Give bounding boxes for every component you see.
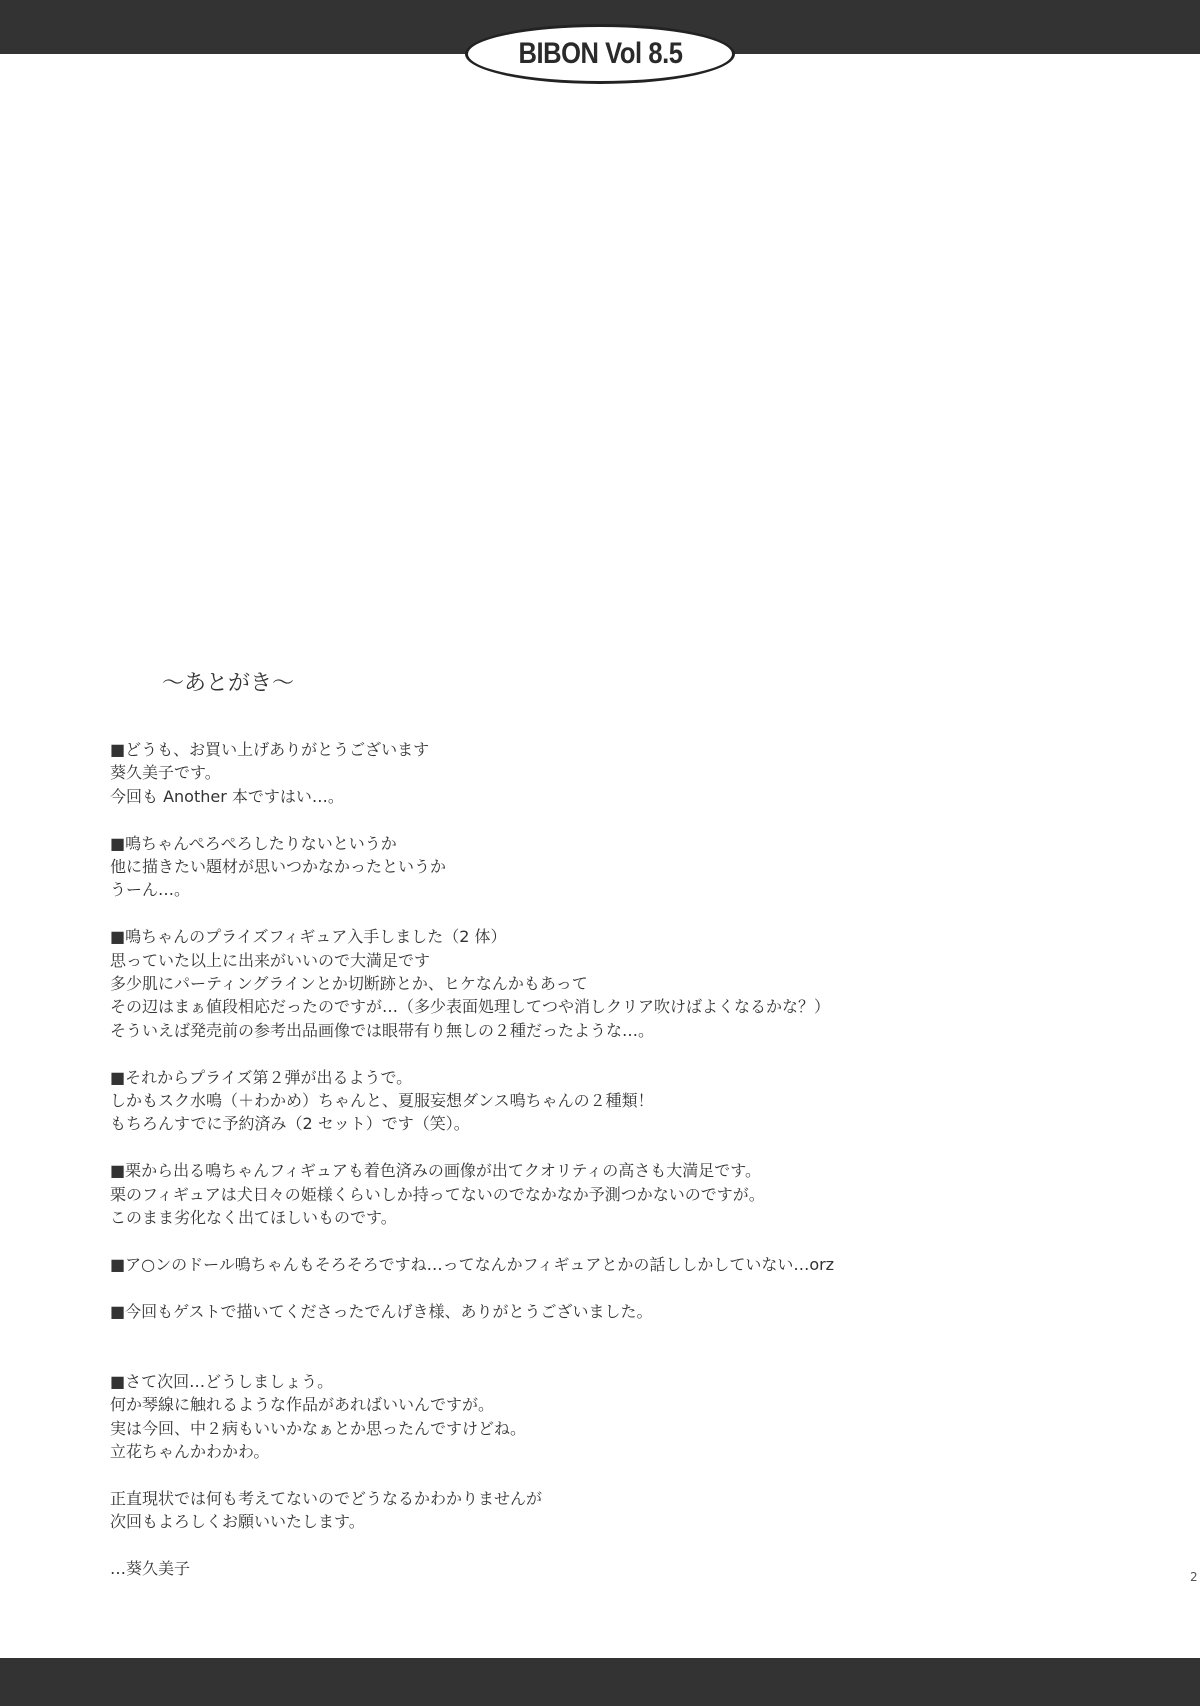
text-line: 立花ちゃんかわかわ。 bbox=[110, 1442, 270, 1462]
volume-title: BIBON Vol 8.5 bbox=[517, 37, 683, 70]
paragraph bbox=[110, 925, 1110, 1042]
text-line: ■鳴ちゃんのプライズフィギュア入手しました（2 体） bbox=[110, 927, 507, 947]
text-line: もちろんすでに予約済み（2 セット）です（笑）。 bbox=[110, 1114, 470, 1134]
page-number: 2 bbox=[1190, 1570, 1198, 1584]
text-line: しかもスク水鳴（＋わかめ）ちゃんと、夏服妄想ダンス鳴ちゃんの２種類！ bbox=[110, 1091, 654, 1111]
afterword-heading: ～あとがき～ bbox=[162, 671, 295, 696]
bottom-footer-bar bbox=[0, 1658, 1200, 1706]
paragraph bbox=[110, 1487, 1110, 1534]
text-line: その辺はまぁ値段相応だったのですが…（多少表面処理してつや消しクリア吹けばよくなるかな？） bbox=[110, 997, 831, 1017]
paragraph bbox=[110, 1159, 1110, 1229]
text-line: ■それからプライズ第２弾が出るようで。 bbox=[110, 1067, 413, 1087]
text-line: 今回も Another 本ですはい…。 bbox=[110, 786, 344, 806]
text-line: うーん…。 bbox=[110, 880, 191, 900]
text-line: 正直現状では何も考えてないのでどうなるかわかりませんが bbox=[110, 1488, 543, 1508]
text-line: …葵久美子 bbox=[110, 1559, 191, 1579]
text-line: 思っていた以上に出来がいいので大満足です bbox=[110, 950, 431, 970]
text-line: ■さて次回…どうしましょう。 bbox=[110, 1371, 334, 1391]
text-line: 他に描きたい題材が思いつかなかったというか bbox=[110, 857, 447, 877]
paragraph bbox=[110, 1300, 1110, 1323]
text-line: 葵久美子です。 bbox=[110, 763, 221, 783]
author-signature bbox=[110, 1557, 1110, 1580]
title-badge bbox=[465, 24, 735, 84]
text-line: 次回もよろしくお願いいたします。 bbox=[110, 1512, 365, 1532]
paragraph bbox=[110, 1066, 1110, 1136]
text-line: ■栗から出る鳴ちゃんフィギュアも着色済みの画像が出てクオリティの高さも大満足です。 bbox=[110, 1161, 761, 1181]
paragraph bbox=[110, 832, 1110, 902]
text-line: そういえば発売前の参考出品画像では眼帯有り無しの２種だったような…。 bbox=[110, 1020, 655, 1040]
text-line: 多少肌にパーティングラインとか切断跡とか、ヒケなんかもあって bbox=[110, 974, 588, 994]
text-line: ■鳴ちゃんぺろぺろしたりないというか bbox=[110, 833, 397, 853]
text-line: ■どうも、お買い上げありがとうございます bbox=[110, 740, 430, 759]
text-line: 実は今回、中２病もいいかなぁとか思ったんですけどね。 bbox=[110, 1418, 527, 1438]
paragraph bbox=[110, 738, 1110, 808]
text-line: このまま劣化なく出てほしいものです。 bbox=[110, 1208, 397, 1228]
paragraph bbox=[110, 1253, 1110, 1276]
text-line: 栗のフィギュアは犬日々の姫様くらいしか持ってないのでなかなか予測つかないのですが。 bbox=[110, 1184, 765, 1204]
text-line: ■ア○ンのドール鳴ちゃんもそろそろですね…ってなんかフィギュアとかの話ししかしていない…orz bbox=[110, 1254, 835, 1274]
paragraph bbox=[110, 1370, 1110, 1464]
text-line: 何か琴線に触れるような作品があればいいんですが。 bbox=[110, 1395, 495, 1415]
afterword-body bbox=[110, 738, 1110, 1580]
text-line: ■今回もゲストで描いてくださったでんげき様、ありがとうございました。 bbox=[110, 1301, 653, 1321]
